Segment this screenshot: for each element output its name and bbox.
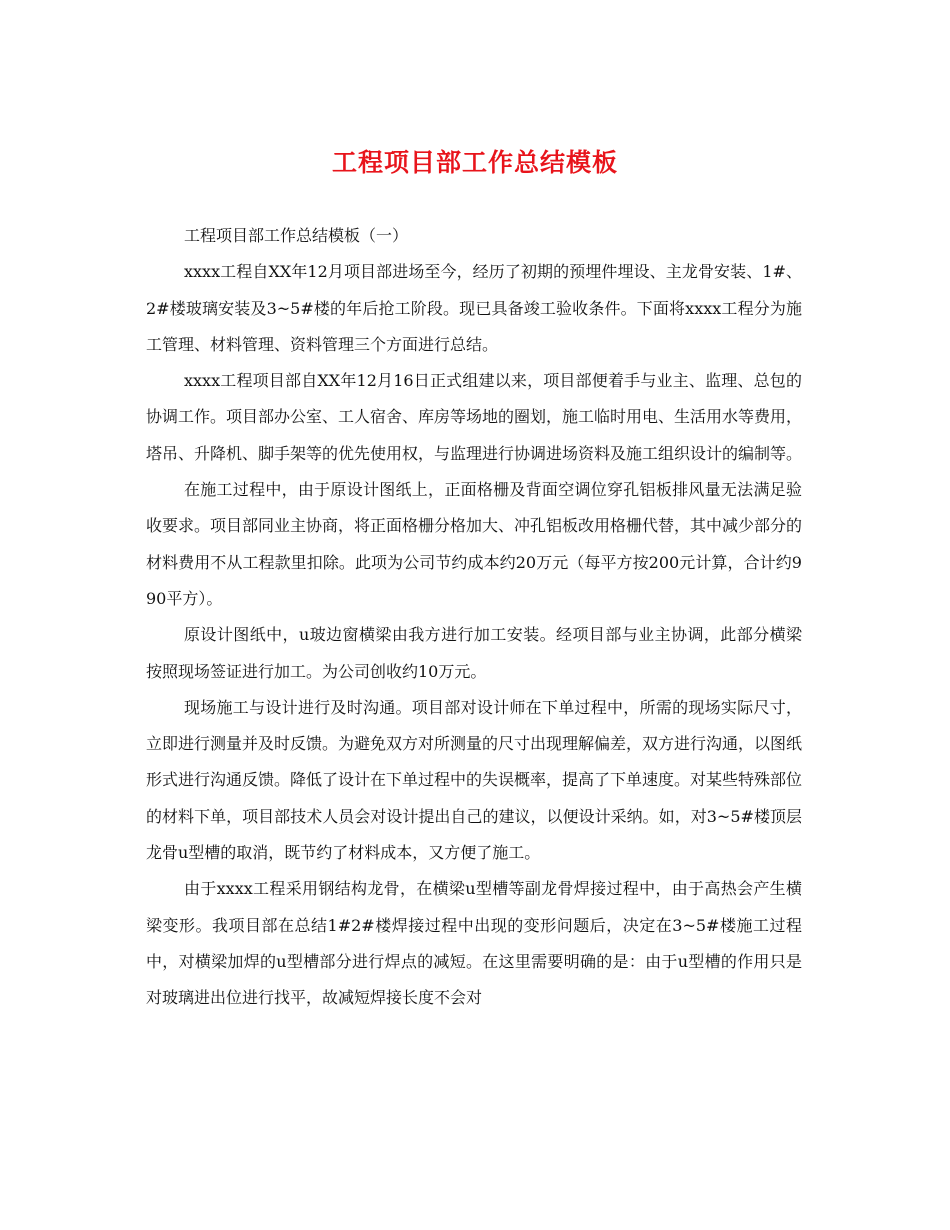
- paragraph: 原设计图纸中，u玻边窗横梁由我方进行加工安装。经项目部与业主协调，此部分横梁按照现场签证进行加工。为公司创收约10万元。: [146, 625, 802, 681]
- paragraph: 现场施工与设计进行及时沟通。项目部对设计师在下单过程中，所需的现场实际尺寸，立即进行测量并及时反馈。为避免双方对所测量的尺寸出现理解偏差，双方进行沟通，以图纸形式进行沟通反馈。降低了设计在下单过程中的失误概率，提高了下单速度。对某些特殊部位的材料下单，项目部技术人员会对设计提出自己的建议，以便设计采纳。如，对3~5#楼顶层龙骨u型槽的取消，既节约了材料成本，又方便了施工。: [146, 697, 803, 863]
- paragraph: 在施工过程中，由于原设计图纸上，正面格栅及背面空调位穿孔铝板排风量无法满足验收要求。项目部同业主协商，将正面格栅分格加大、冲孔铝板改用格栅代替，其中减少部分的材料费用不从工程款里扣除。此项为公司节约成本约20万元（每平方按200元计算，合计约990平方）。: [146, 480, 803, 608]
- document-body: [146, 218, 802, 1017]
- document-title: 工程项目部工作总结模板: [331, 148, 618, 177]
- paragraph: xxxx工程自XX年12月项目部进场至今，经历了初期的预埋件埋设、主龙骨安装、1#、2#楼玻璃安装及3~5#楼的年后抢工阶段。现已具备竣工验收条件。下面将xxxx工程分为施工管理、材料管理、资料管理三个方面进行总结。: [146, 262, 802, 354]
- paragraph-subtitle: 工程项目部工作总结模板（一）: [184, 226, 409, 245]
- paragraph: xxxx工程项目部自XX年12月16日正式组建以来，项目部便着手与业主、监理、总包的协调工作。项目部办公室、工人宿舍、库房等场地的圈划，施工临时用电、生活用水等费用，塔吊、升降机、脚手架等的优先使用权，与监理进行协调进场资料及施工组织设计的编制等。: [146, 371, 803, 463]
- paragraph: 由于xxxx工程采用钢结构龙骨，在横梁u型槽等副龙骨焊接过程中，由于高热会产生横梁变形。我项目部在总结1#2#楼焊接过程中出现的变形问题后，决定在3~5#楼施工过程中，对横梁加焊的u型槽部分进行焊点的减短。在这里需要明确的是：由于u型槽的作用只是对玻璃进出位进行找平，故减短焊接长度不会对: [146, 879, 802, 1008]
